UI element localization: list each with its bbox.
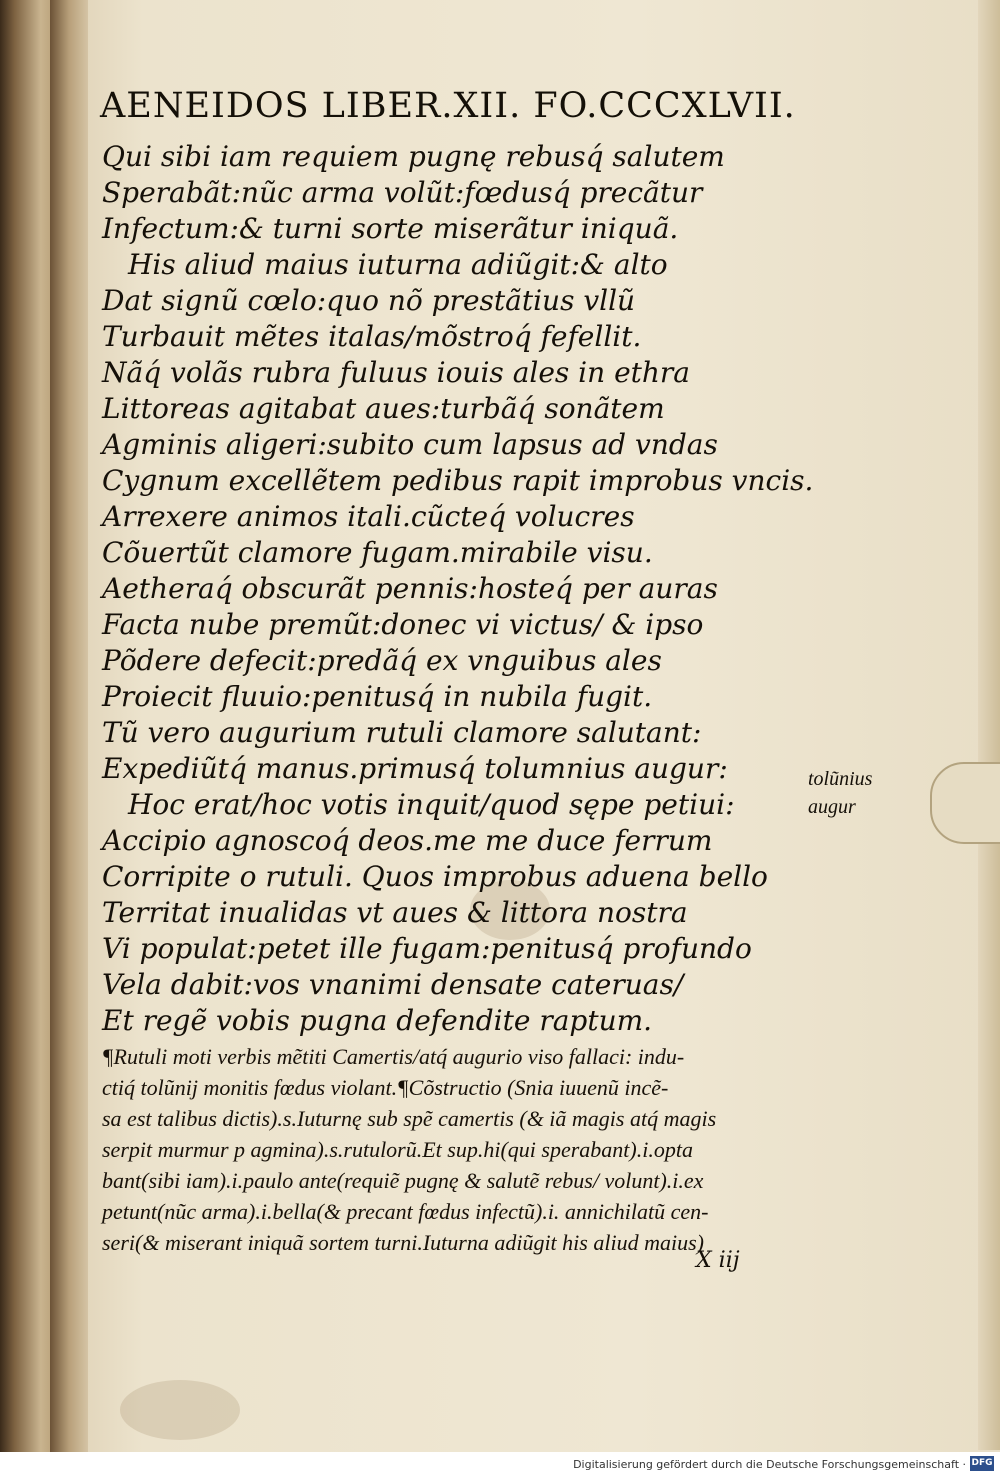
page-edge xyxy=(978,0,1000,1450)
verse-line: Littoreas agitabat aues:turbãq́ sonãtem xyxy=(102,392,665,425)
verse-line: Nãq́ volãs rubra fuluus iouis ales in ethra xyxy=(102,356,690,389)
marginal-note-line: augur xyxy=(808,796,856,818)
commentary-line: ctiq́ tolũnij monitis fœdus violant.¶Cõstructio (Snia iuuenũ incẽ- xyxy=(102,1075,669,1100)
commentary-line: ¶Rutuli moti verbis mẽtiti Camertis/atq́ augurio viso fallaci: indu- xyxy=(102,1044,685,1069)
verse-line: Agminis aligeri:subito cum lapsus ad vndas xyxy=(102,428,718,461)
commentary-line: petunt(nũc arma).i.bella(& precant fœdus infectũ).i. annichilatũ cen- xyxy=(102,1199,709,1224)
verse-line: Aetheraq́ obscurãt pennis:hosteq́ per auras xyxy=(102,572,718,605)
marginal-note-line: tolũnius xyxy=(808,768,873,790)
verse-line: Cõuertũt clamore fugam.mirabile visu. xyxy=(102,536,653,569)
verse-line: Tũ vero augurium rutuli clamore salutant: xyxy=(102,716,702,749)
verse-line: Vela dabit:vos vnanimi densate cateruas/ xyxy=(102,968,684,1001)
verse-line: Dat signũ cœlo:quo nõ prestãtius vllũ xyxy=(102,284,636,317)
verse-line: Accipio agnoscoq́ deos.me me duce ferrum xyxy=(102,824,713,857)
verse-line: Territat inualidas vt aues & littora nostra xyxy=(102,896,688,929)
verse-line: Proiecit fluuio:penitusq́ in nubila fugit. xyxy=(102,680,653,713)
verse-line: His aliud maius iuturna adiũgit:& alto xyxy=(128,248,668,281)
page-tab xyxy=(930,762,1000,844)
dfg-logo: DFG xyxy=(970,1456,994,1471)
verse-line: Arrexere animos itali.cũcteq́ volucres xyxy=(102,500,635,533)
verse-line: Et regẽ vobis pugna defendite raptum. xyxy=(102,1004,653,1037)
running-head: AENEIDOS LIBER.XII. FO.CCCXLVII. xyxy=(100,86,796,126)
verse-line: Sperabãt:nũc arma volũt:fœdusq́ precãtur xyxy=(102,176,703,209)
verse-line: Turbauit mẽtes italas/mõstroq́ fefellit. xyxy=(102,320,642,353)
verse-line: Vi populat:petet ille fugam:penitusq́ profundo xyxy=(102,932,752,965)
commentary-line: sa est talibus dictis).s.Iuturnę sub spẽ camertis (& iã magis atq́ magis xyxy=(102,1106,717,1131)
verse-line: Hoc erat/hoc votis inquit/quod sępe petiui: xyxy=(128,788,735,821)
verse-line: Infectum:& turni sorte miserãtur iniquã. xyxy=(102,212,679,245)
verse-line: Corripite o rutuli. Quos improbus aduena bello xyxy=(102,860,768,893)
paper-stain xyxy=(120,1380,240,1440)
signature-mark: X iij xyxy=(696,1248,740,1273)
commentary-line: serpit murmur p agmina).s.rutulorũ.Et sup.hi(qui sperabant).i.opta xyxy=(102,1137,693,1162)
verse-line: Põdere defecit:predãq́ ex vnguibus ales xyxy=(102,644,662,677)
digitization-credit: Digitalisierung gefördert durch die Deutsche Forschungsgemeinschaft · xyxy=(573,1458,966,1471)
verse-line: Facta nube premũt:donec vi victus/ & ipso xyxy=(102,608,704,641)
commentary-line: bant(sibi iam).i.paulo ante(requiẽ pugnę & salutẽ rebus/ volunt).i.ex xyxy=(102,1168,704,1193)
verse-line: Expediũtq́ manus.primusq́ tolumnius augur: xyxy=(102,752,728,785)
verse-line: Cygnum excellẽtem pedibus rapit improbus vncis. xyxy=(102,464,814,497)
commentary-line: seri(& miserant iniquã sortem turni.Iuturna adiũgit his aliud maius) xyxy=(102,1230,704,1255)
verse-line: Qui sibi iam requiem pugnę rebusq́ salutem xyxy=(102,140,725,173)
